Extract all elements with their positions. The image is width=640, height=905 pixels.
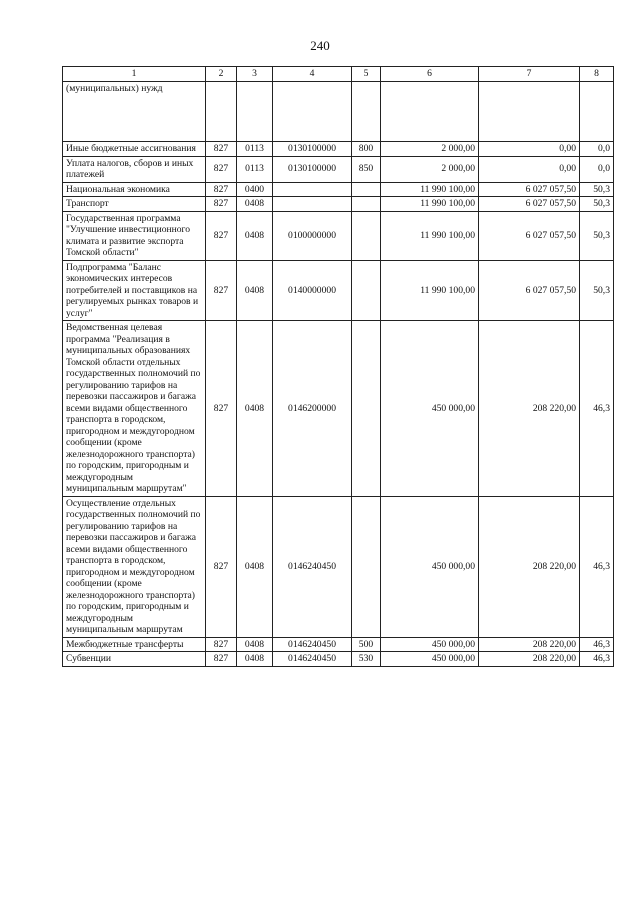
cell-col3: 0408 <box>237 211 273 260</box>
header-col-5: 5 <box>352 67 381 82</box>
cell-col5 <box>352 197 381 212</box>
cell-col5 <box>352 260 381 321</box>
cell-col5: 850 <box>352 156 381 182</box>
cell-col6: 2 000,00 <box>381 142 479 157</box>
cell-col6: 11 990 100,00 <box>381 182 479 197</box>
cell-col6: 11 990 100,00 <box>381 197 479 212</box>
budget-table <box>62 66 614 667</box>
cell-col2: 827 <box>206 652 237 667</box>
cell-col4: 0146200000 <box>273 321 352 497</box>
cell-col2: 827 <box>206 637 237 652</box>
row-name: Осуществление отдельных государственных полномочий по регулированию тарифов на перевозки пассажиров и багажа всеми видами общественного транспорта в городском, пригородном и междугородном сообщении (кроме железнодорожного транспорта) по городским, пригородным и междугородным муниципальным маршрутам <box>63 496 206 637</box>
cell-col5 <box>352 496 381 637</box>
cell-col7: 0,00 <box>479 142 580 157</box>
cell-col2: 827 <box>206 182 237 197</box>
cell-col5: 530 <box>352 652 381 667</box>
cell-col8: 46,3 <box>580 321 614 497</box>
cell-col6: 450 000,00 <box>381 496 479 637</box>
cell-col5 <box>352 182 381 197</box>
cell-col8: 46,3 <box>580 652 614 667</box>
cell-col4: 0140000000 <box>273 260 352 321</box>
table-row <box>63 496 614 637</box>
cell-col8: 0,0 <box>580 156 614 182</box>
cell-col4 <box>273 182 352 197</box>
cell-col2: 827 <box>206 496 237 637</box>
header-col-1: 1 <box>63 67 206 82</box>
cell-col6: 450 000,00 <box>381 321 479 497</box>
cell-col3: 0408 <box>237 321 273 497</box>
cell-col2: 827 <box>206 142 237 157</box>
cell-col7: 208 220,00 <box>479 321 580 497</box>
table-row <box>63 637 614 652</box>
row-name: Уплата налогов, сборов и иных платежей <box>63 156 206 182</box>
table-row <box>63 211 614 260</box>
cell-col8: 50,3 <box>580 260 614 321</box>
header-col-6: 6 <box>381 67 479 82</box>
cell-col2: 827 <box>206 156 237 182</box>
cell-col8: 50,3 <box>580 182 614 197</box>
cell-col8: 46,3 <box>580 496 614 637</box>
cell-col4: 0146240450 <box>273 496 352 637</box>
header-col-7: 7 <box>479 67 580 82</box>
row-name: Государственная программа "Улучшение инвестиционного климата и развитие экспорта Томской области" <box>63 211 206 260</box>
header-row <box>63 67 614 82</box>
row-name: (муниципальных) нужд <box>63 82 206 142</box>
cell-col3: 0408 <box>237 260 273 321</box>
cell-col6: 11 990 100,00 <box>381 211 479 260</box>
cell-col8: 50,3 <box>580 197 614 212</box>
header-col-4: 4 <box>273 67 352 82</box>
cell-col7: 6 027 057,50 <box>479 260 580 321</box>
cell-col2: 827 <box>206 197 237 212</box>
cell-col3: 0400 <box>237 182 273 197</box>
table-row <box>63 156 614 182</box>
row-name: Межбюджетные трансферты <box>63 637 206 652</box>
table-row <box>63 142 614 157</box>
cell-col7 <box>479 82 580 142</box>
cell-col5: 800 <box>352 142 381 157</box>
cell-col6: 11 990 100,00 <box>381 260 479 321</box>
cell-col5: 500 <box>352 637 381 652</box>
cell-col2: 827 <box>206 321 237 497</box>
cell-col8: 46,3 <box>580 637 614 652</box>
row-name: Ведомственная целевая программа "Реализация в муниципальных образованиях Томской области отдельных государственных полномочий по регулированию тарифов на перевозки пассажиров и багажа всеми видами общественного транспорта в городском, пригородном и междугородном сообщении (кроме железнодорожного транспорта) по городским, пригородным и междугородным муниципальным маршрутам" <box>63 321 206 497</box>
cell-col5 <box>352 321 381 497</box>
cell-col4: 0146240450 <box>273 637 352 652</box>
cell-col2: 827 <box>206 211 237 260</box>
row-name: Субвенции <box>63 652 206 667</box>
table-row <box>63 321 614 497</box>
cell-col7: 208 220,00 <box>479 496 580 637</box>
cell-col5 <box>352 82 381 142</box>
cell-col4: 0146240450 <box>273 652 352 667</box>
cell-col8: 0,0 <box>580 142 614 157</box>
cell-col3: 0408 <box>237 637 273 652</box>
cell-col3: 0408 <box>237 197 273 212</box>
cell-col4 <box>273 197 352 212</box>
cell-col7: 0,00 <box>479 156 580 182</box>
cell-col6: 450 000,00 <box>381 637 479 652</box>
cell-col7: 208 220,00 <box>479 652 580 667</box>
cell-col4: 0130100000 <box>273 142 352 157</box>
cell-col7: 6 027 057,50 <box>479 197 580 212</box>
table-row <box>63 260 614 321</box>
row-name: Подпрограмма "Баланс экономических интересов потребителей и поставщиков на регулируемых рынках товаров и услуг" <box>63 260 206 321</box>
cell-col8: 50,3 <box>580 211 614 260</box>
cell-col8 <box>580 82 614 142</box>
cell-col2 <box>206 82 237 142</box>
cell-col4: 0100000000 <box>273 211 352 260</box>
row-name: Транспорт <box>63 197 206 212</box>
header-col-3: 3 <box>237 67 273 82</box>
row-name: Иные бюджетные ассигнования <box>63 142 206 157</box>
row-name: Национальная экономика <box>63 182 206 197</box>
cell-col7: 6 027 057,50 <box>479 211 580 260</box>
table-row <box>63 652 614 667</box>
cell-col5 <box>352 211 381 260</box>
cell-col3: 0408 <box>237 496 273 637</box>
cell-col7: 208 220,00 <box>479 637 580 652</box>
cell-col6: 2 000,00 <box>381 156 479 182</box>
cell-col6 <box>381 82 479 142</box>
cell-col3: 0113 <box>237 156 273 182</box>
header-col-2: 2 <box>206 67 237 82</box>
cell-col3: 0408 <box>237 652 273 667</box>
cell-col2: 827 <box>206 260 237 321</box>
cell-col7: 6 027 057,50 <box>479 182 580 197</box>
cell-col3 <box>237 82 273 142</box>
header-col-8: 8 <box>580 67 614 82</box>
table-row <box>63 182 614 197</box>
page-number: 240 <box>310 38 330 53</box>
cell-col4: 0130100000 <box>273 156 352 182</box>
cell-col3: 0113 <box>237 142 273 157</box>
table-row <box>63 197 614 212</box>
cell-col6: 450 000,00 <box>381 652 479 667</box>
cell-col4 <box>273 82 352 142</box>
table-row <box>63 82 614 142</box>
